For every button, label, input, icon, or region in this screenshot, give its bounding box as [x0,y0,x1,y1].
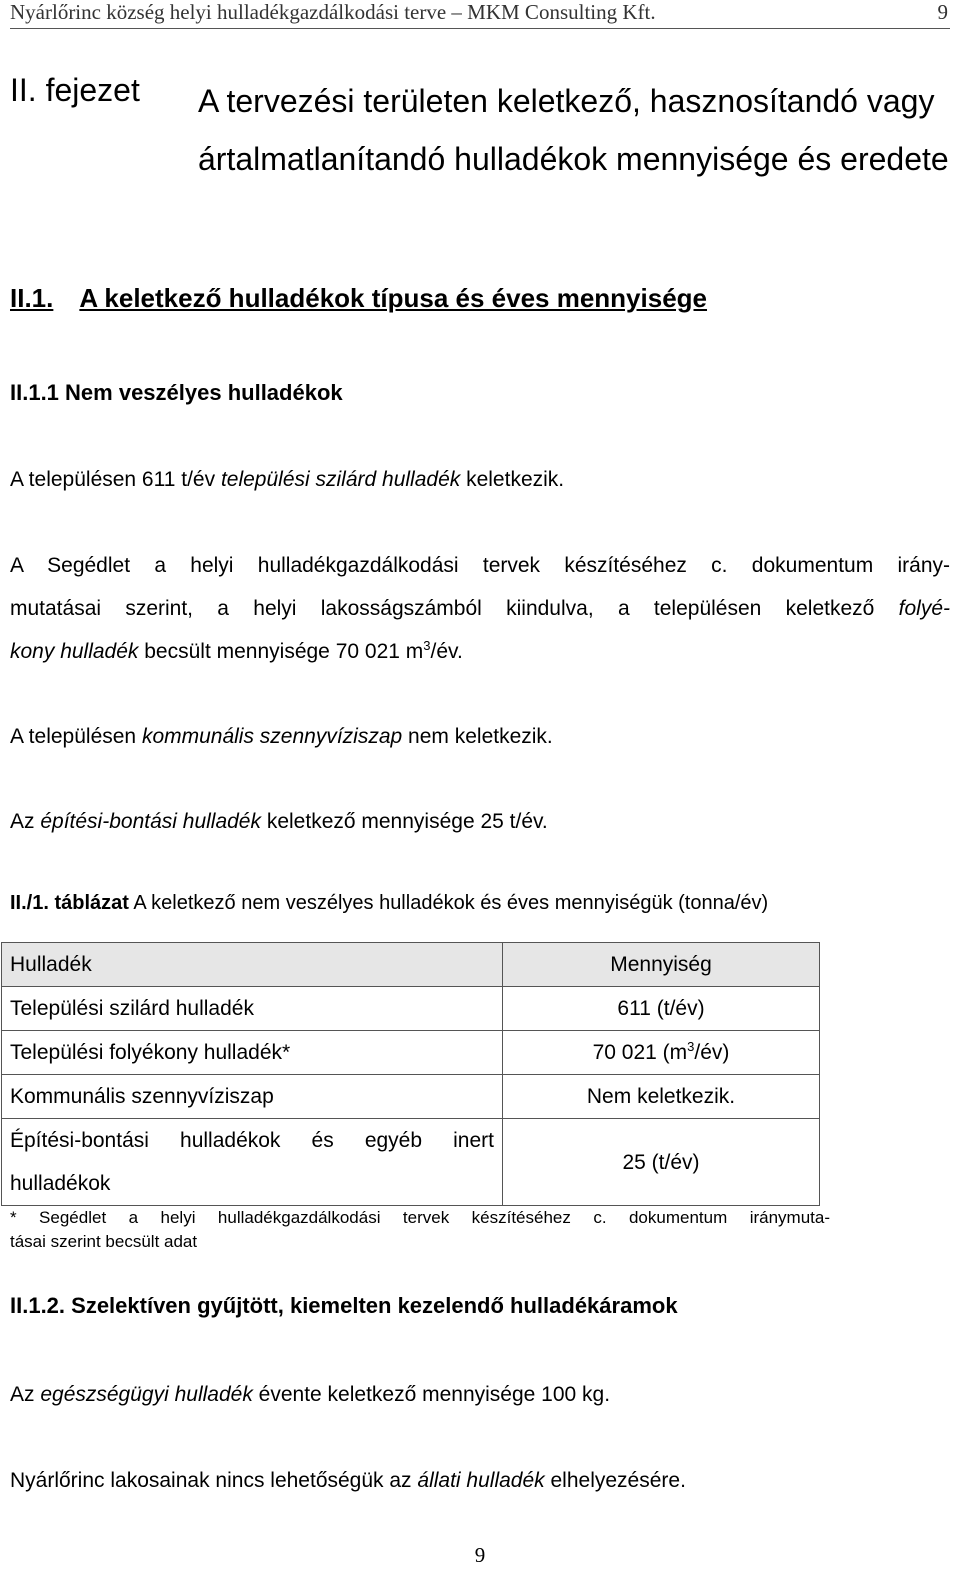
table-row [2,987,820,1031]
italic-term: kommunális szennyvíziszap [141,725,403,748]
footnote-line: * Segédlet a helyi hulladékgazdálkodási tervek készítéséhez c. dokumentum iránymuta- [10,1208,830,1227]
text: becsült mennyisége 70 021 m [138,640,424,663]
text: Az [10,1383,41,1406]
text: Építési-bontási hulladékok és egyéb inert [10,1129,494,1152]
text: nem keletkezik. [402,725,553,748]
text: mutatásai szerint, a helyi lakosságszámból kiindulva, a településen keletkező [10,597,899,620]
text: hulladékok [10,1172,111,1195]
cell-waste-name: Települési szilárd hulladék [2,987,503,1031]
header-cell-quantity: Mennyiség [503,943,820,987]
superscript: 3 [423,638,431,653]
superscript: 3 [687,1038,695,1054]
section-number: II.1. [10,283,54,313]
table-footnote [10,1206,830,1254]
cell-quantity: Nem keletkezik. [503,1075,820,1119]
table-row [2,1119,820,1206]
paragraph-liquid-waste [10,544,950,673]
cell-waste-name: Települési folyékony hulladék* [2,1031,503,1075]
italic-term: állati hulladék [417,1469,545,1492]
footnote-line: tásai szerint becsült adat [10,1232,198,1251]
paragraph-solid-waste [10,458,564,501]
cell-quantity: 25 (t/év) [503,1119,820,1206]
cell-waste-name [2,1119,503,1206]
table-caption-text: A keletkező nem veszélyes hulladékok és éves mennyiségük (tonna/év) [128,892,769,914]
cell-waste-name: Kommunális szennyvíziszap [2,1075,503,1119]
chapter-title: A tervezési területen keletkező, hasznosítandó vagy ártalmatlanítandó hulladékok mennyisége és eredete [198,83,949,177]
subsection-heading-2: II.1.2. Szelektíven gyűjtött, kiemelten kezelendő hulladékáramok [10,1293,678,1318]
text: A településen 611 t/év [10,468,221,491]
paragraph-animal-waste [10,1459,686,1502]
text: /év. [430,640,463,663]
italic-term: folyé- [898,597,950,620]
text: keletkező mennyisége 25 t/év. [261,810,548,833]
chapter-label: II. fejezet [10,72,140,108]
running-header [10,0,950,29]
table-row [2,1075,820,1119]
text: 70 021 (m [592,1040,688,1064]
table-header-row [2,943,820,987]
text: keletkezik. [460,468,565,491]
waste-table [1,942,820,1206]
italic-term: egészségügyi hulladék [40,1383,253,1406]
table-caption-label: II./1. táblázat [10,892,129,914]
section-title: A keletkező hulladékok típusa és éves mennyisége [79,283,708,313]
text: Nyárlőrinc lakosainak nincs lehetőségük az [10,1469,418,1492]
italic-term: építési-bontási hulladék [40,810,261,833]
header-cell-waste: Hulladék [2,943,503,987]
section-heading [10,283,707,314]
header-page-number: 9 [937,0,948,24]
paragraph-medical-waste [10,1373,610,1416]
paragraph-construction-waste [10,800,548,843]
subsection-heading-1: II.1.1 Nem veszélyes hulladékok [10,380,343,405]
text: Az [10,810,41,833]
cell-quantity: 611 (t/év) [503,987,820,1031]
italic-term: kony hulladék [10,640,139,663]
text: /év) [694,1040,730,1064]
text: évente keletkező mennyisége 100 kg. [252,1383,611,1406]
paragraph-line [10,630,950,673]
header-title: Nyárlőrinc község helyi hulladékgazdálkodási terve – MKM Consulting Kft. [10,0,656,24]
italic-term: települési szilárd hulladék [220,468,461,491]
table-caption [10,892,768,915]
paragraph-line [10,587,950,630]
page-number: 9 [474,1543,486,1567]
paragraph-line: A Segédlet a helyi hulladékgazdálkodási tervek készítéséhez c. dokumentum irány- [10,554,950,577]
text: elhelyezésére. [544,1469,686,1492]
text: A településen [10,725,142,748]
cell-quantity [503,1031,820,1075]
paragraph-sludge [10,715,553,758]
table-row [2,1031,820,1075]
